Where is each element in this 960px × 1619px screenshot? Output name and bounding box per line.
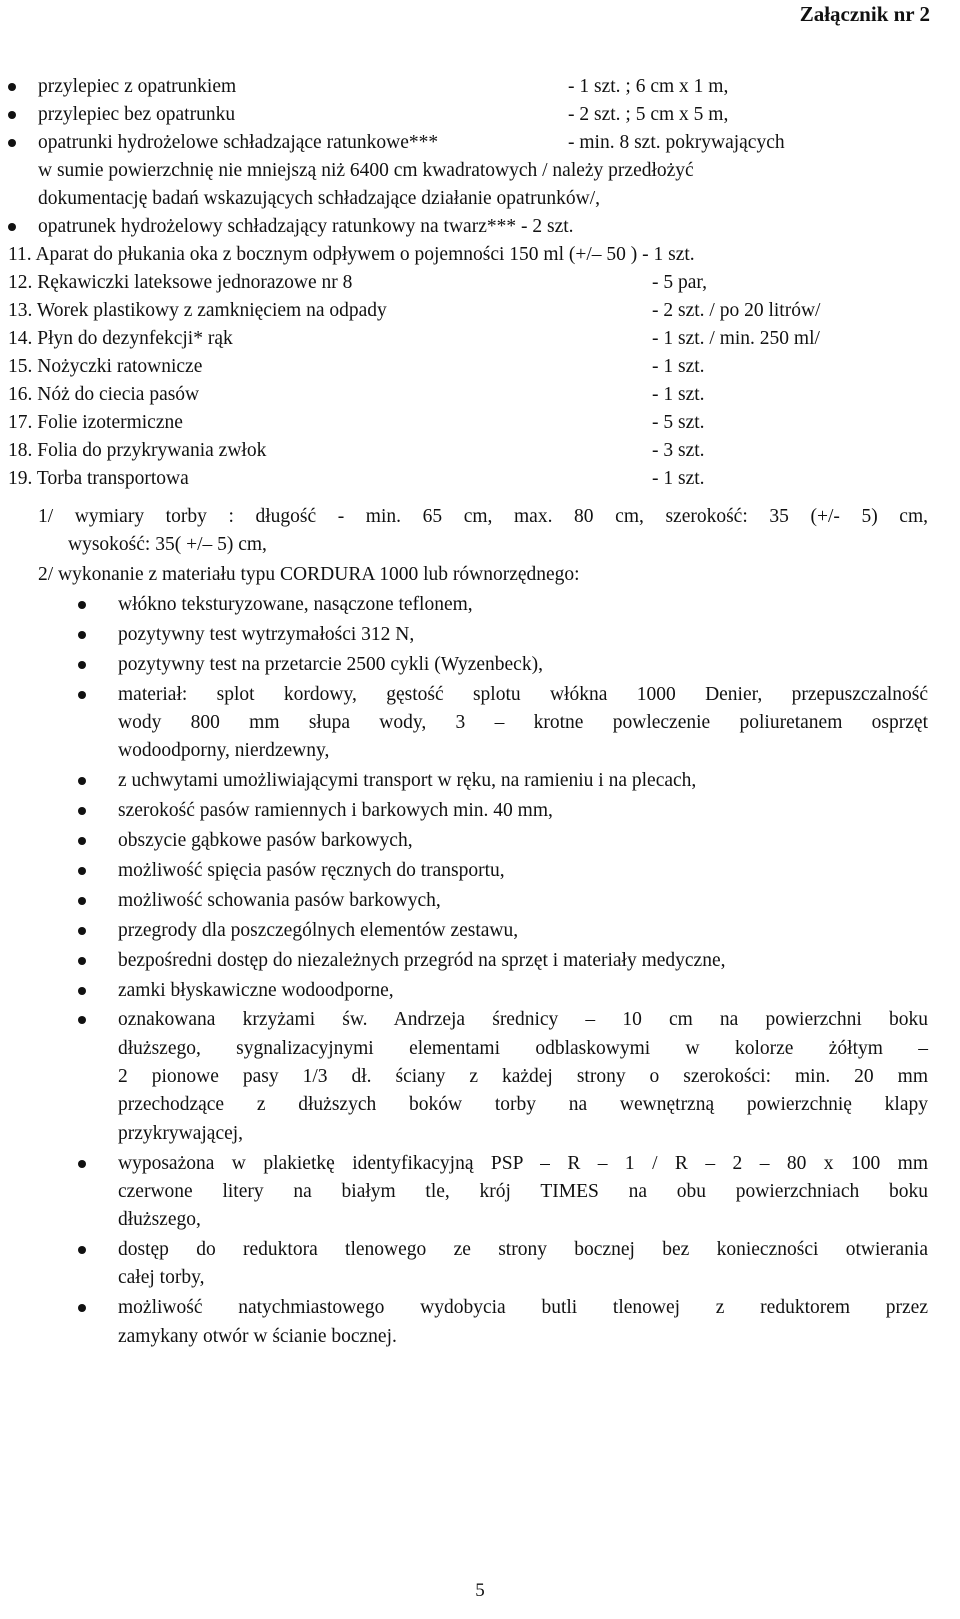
numbered-item-qty: - 1 szt. / min. 250 ml/: [652, 328, 820, 349]
feature-item: wyposażona w plakietkę identyfikacyjną PSP – R – 1 / R – 2 – 80 x 100 mm: [118, 1152, 928, 1174]
list-item-qty: - 2 szt. ; 5 cm x 5 m,: [568, 104, 729, 125]
bullet-icon: [78, 661, 86, 669]
list-item-label: przylepiec bez opatrunku: [38, 104, 236, 125]
bag-dimensions: 1/ wymiary torby : długość - min. 65 cm, max. 80 cm, szerokość: 35 (+/- 5) cm,: [38, 506, 928, 527]
bullet-icon: [8, 139, 16, 147]
feature-item: zamki błyskawiczne wodoodporne,: [118, 979, 394, 1001]
list-item-continuation: w sumie powierzchnię nie mniejszą niż 6400 cm kwadratowych / należy przedłożyć: [38, 160, 694, 181]
numbered-item: 17. Folie izotermiczne: [8, 412, 183, 433]
list-item-continuation: dokumentację badań wskazujących schładzające działanie opatrunków/,: [38, 188, 600, 209]
feature-item: pozytywny test na przetarcie 2500 cykli (Wyzenbeck),: [118, 653, 543, 675]
feature-item: dostęp do reduktora tlenowego ze strony bocznej bez konieczności otwierania: [118, 1239, 928, 1260]
list-item-label: przylepiec z opatrunkiem: [38, 76, 237, 97]
numbered-item: 14. Płyn do dezynfekcji* rąk: [8, 328, 233, 349]
list-item-qty: - min. 8 szt. pokrywających: [568, 132, 785, 153]
bullet-icon: [78, 837, 86, 845]
numbered-item-qty: - 1 szt.: [652, 356, 705, 377]
bag-height: wysokość: 35( +/– 5) cm,: [68, 534, 267, 555]
feature-item: pozytywny test wytrzymałości 312 N,: [118, 623, 415, 645]
feature-item: oznakowana krzyżami św. Andrzeja średnicy – 10 cm na powierzchni boku: [118, 1009, 928, 1031]
bullet-icon: [78, 1246, 86, 1254]
bullet-icon: [78, 601, 86, 609]
feature-item: możliwość spięcia pasów ręcznych do transportu,: [118, 859, 505, 881]
numbered-item-qty: - 5 szt.: [652, 412, 705, 433]
numbered-item: 12. Rękawiczki lateksowe jednorazowe nr 8: [8, 272, 353, 293]
numbered-item: 11. Aparat do płukania oka z bocznym odpływem o pojemności 150 ml (+/– 50 ) - 1 szt.: [8, 244, 695, 265]
bullet-icon: [78, 987, 86, 995]
bullet-icon: [78, 1160, 86, 1168]
feature-item-continuation: dłuższego,: [118, 1209, 201, 1231]
feature-item-continuation: wody 800 mm słupa wody, 3 – krotne powleczenie poliuretanem osprzęt: [118, 712, 928, 733]
numbered-item-qty: - 3 szt.: [652, 440, 705, 461]
numbered-item-qty: - 2 szt. / po 20 litrów/: [652, 300, 821, 321]
numbered-item: 16. Nóż do ciecia pasów: [8, 384, 200, 405]
feature-item: obszycie gąbkowe pasów barkowych,: [118, 830, 413, 851]
feature-item: możliwość natychmiastowego wydobycia butli tlenowej z reduktorem przez: [118, 1297, 928, 1319]
bullet-icon: [78, 1016, 86, 1024]
feature-item: materiał: splot kordowy, gęstość splotu włókna 1000 Denier, przepuszczalność: [118, 683, 928, 705]
feature-item: szerokość pasów ramiennych i barkowych min. 40 mm,: [118, 800, 553, 822]
bullet-icon: [78, 807, 86, 815]
feature-item-continuation: przechodzące z dłuższych boków torby na wewnętrzną powierzchnię klapy: [118, 1094, 928, 1116]
numbered-item-qty: - 1 szt.: [652, 468, 705, 489]
material-heading: 2/ wykonanie z materiału typu CORDURA 1000 lub równorzędnego:: [38, 564, 580, 585]
bullet-icon: [78, 927, 86, 935]
list-item-qty: - 1 szt. ; 6 cm x 1 m,: [568, 76, 729, 97]
bullet-icon: [78, 867, 86, 875]
feature-item-continuation: zamykany otwór w ścianie bocznej.: [118, 1325, 397, 1347]
list-item-label: opatrunek hydrożelowy schładzający ratunkowy na twarz*** - 2 szt.: [38, 216, 574, 237]
list-item-label: opatrunki hydrożelowe schładzające ratunkowe***: [38, 132, 439, 153]
bullet-icon: [8, 111, 16, 119]
feature-item: przegrody dla poszczególnych elementów zestawu,: [118, 919, 519, 941]
bullet-icon: [8, 83, 16, 91]
feature-item: bezpośredni dostęp do niezależnych przegród na sprzęt i materiały medyczne,: [118, 949, 726, 971]
bullet-icon: [78, 1304, 86, 1312]
feature-item-continuation: czerwone litery na białym tle, krój TIMES na obu powierzchniach boku: [118, 1180, 928, 1202]
bullet-icon: [78, 957, 86, 965]
feature-item: możliwość schowania pasów barkowych,: [118, 889, 441, 911]
feature-item-continuation: 2 pionowe pasy 1/3 dł. ściany z każdej strony o szerokości: min. 20 mm: [118, 1066, 928, 1087]
page-number: 5: [475, 1580, 485, 1601]
feature-item-continuation: wodoodporny, nierdzewny,: [118, 740, 330, 762]
bullet-icon: [78, 897, 86, 905]
numbered-item: 13. Worek plastikowy z zamknięciem na odpady: [8, 300, 387, 321]
bullet-icon: [8, 223, 16, 231]
feature-item: z uchwytami umożliwiającymi transport w ręku, na ramieniu i na plecach,: [118, 770, 697, 792]
feature-item: włókno teksturyzowane, nasączone teflonem,: [118, 594, 473, 615]
bullet-icon: [78, 631, 86, 639]
numbered-item: 18. Folia do przykrywania zwłok: [8, 440, 267, 461]
numbered-item: 19. Torba transportowa: [8, 468, 189, 489]
numbered-item-qty: - 5 par,: [652, 272, 707, 293]
feature-item-continuation: przykrywającej,: [118, 1122, 244, 1144]
feature-item-continuation: całej torby,: [118, 1267, 205, 1289]
numbered-item: 15. Nożyczki ratownicze: [8, 356, 203, 377]
attachment-title: Załącznik nr 2: [799, 2, 930, 26]
feature-item-continuation: dłuższego, sygnalizacyjnymi elementami odblaskowymi w kolorze żółtym –: [118, 1037, 928, 1059]
bullet-icon: [78, 691, 86, 699]
numbered-item-qty: - 1 szt.: [652, 384, 705, 405]
bullet-icon: [78, 777, 86, 785]
